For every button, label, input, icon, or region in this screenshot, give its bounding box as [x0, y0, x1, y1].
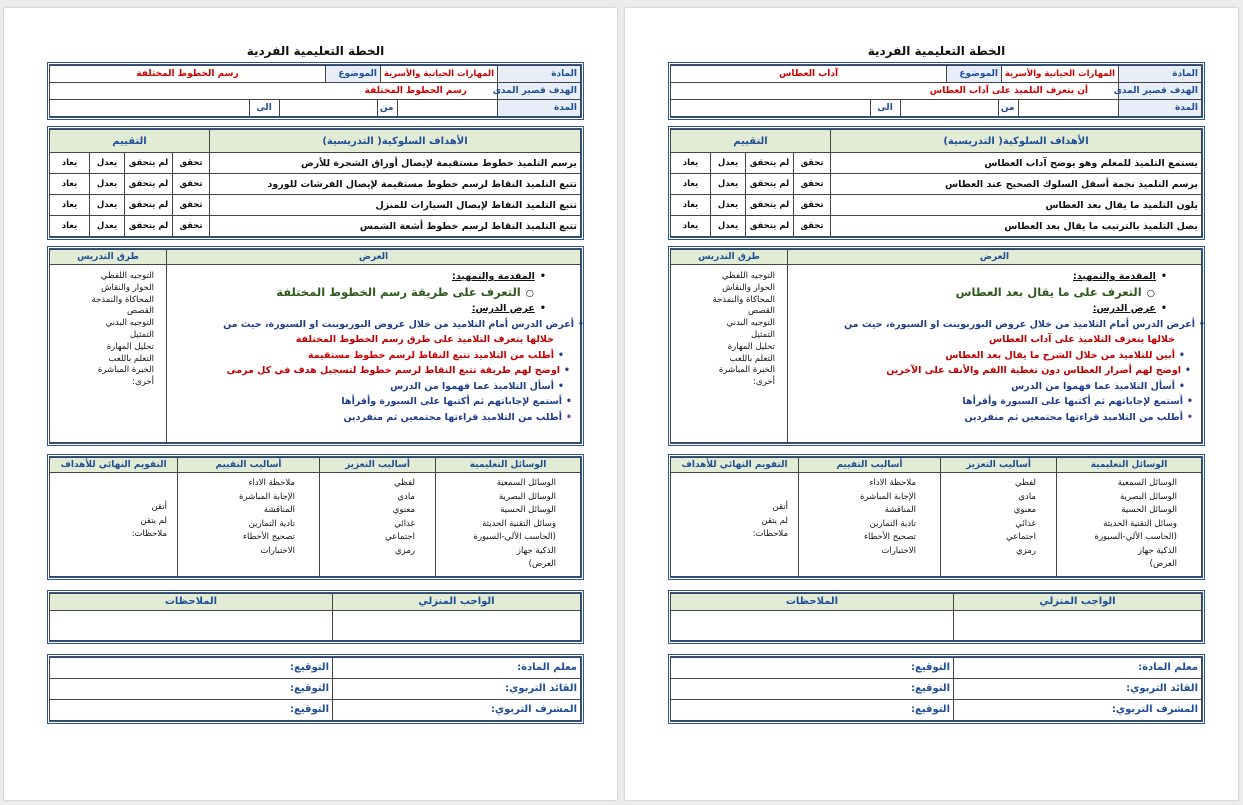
lesson-step: •اوضح لهم أضرار العطاس دون تغطية االفم والأنف على الآخرين [886, 365, 1191, 376]
reinforce-item: رمزي [394, 545, 415, 556]
assess-item: المناقشة [884, 505, 916, 515]
final-header: التقويم النهائي للأهداف [50, 458, 178, 473]
status-option[interactable]: تحقق [173, 195, 210, 216]
final-item: ملاحظات: [752, 529, 788, 539]
final-list [50, 473, 178, 577]
signature-field[interactable]: التوقيع: [671, 678, 954, 699]
assess-item: الاختبارات [881, 545, 916, 556]
assess-item: الإجابة المباشرة [860, 491, 916, 502]
assess-item: تادية التمارين [869, 518, 916, 529]
signature-field[interactable]: التوقيع: [50, 657, 333, 678]
tool-item: (الحاسب الألي-السبورة [1094, 532, 1177, 542]
status-option[interactable]: لم يتحقق [125, 216, 173, 237]
status-option[interactable]: تحقق [794, 153, 831, 174]
homework-field[interactable] [333, 610, 581, 640]
presentation-body: •المقدمة والتمهيد: ○التعرف على ما يقال بعد العطاس •عرض الدرس: •أعرض الدرس أمام التلاميذ من خلال عروض البوربوينت او السبورة، حيث من خلالها يتعرف التلاميذ على آداب العطاس •أبين للتلاميذ من خلال الشرح ما يقال بعد العطاس •اوضح لهم أضرار العطاس دون تغطية االفم والأنف على الآخرين •أسأل التلاميذ عما فهموا من الدرس •أستمع لإجاباتهم ثم أكتبها على السبورة وأقرأها •أطلب من التلاميذ قراءتها مجتمعين ثم منفردين [788, 265, 1202, 443]
signature-field[interactable]: التوقيع: [50, 678, 333, 699]
intro-text: التعرف على ما يقال بعد العطاس [955, 284, 1142, 299]
intro-label: المقدمة والتمهيد: [452, 271, 535, 282]
reinforce-item: لفظي [394, 478, 415, 488]
objective-text: يستمع التلميذ للمعلم وهو يوضح آداب العطاس [831, 153, 1202, 174]
teaching-method: التوجيه البدني [726, 318, 775, 329]
duration-label: المدة [1119, 100, 1202, 117]
lesson-step-text: خلالها يتعرف التلاميذ على آداب العطاس [989, 334, 1175, 345]
final-item: ملاحظات: [131, 529, 167, 539]
lesson-step: •أستمع لإجاباتهم ثم أكتبها على السبورة وأقرأها [341, 396, 572, 407]
assess-header: أساليب التقييم [178, 458, 320, 473]
lesson-label: عرض الدرس: [471, 303, 535, 314]
goal-value: رسم الخطوط المختلفة [50, 83, 498, 100]
teaching-method: التوجيه اللفظي [100, 271, 154, 281]
tool-item: الوسائل البصرية [498, 491, 556, 502]
teaching-method: التعلم باللعب [108, 353, 154, 364]
reinforce-item: معنوي [1013, 505, 1036, 515]
from-label: من [377, 100, 397, 116]
assess-item: تادية التمارين [248, 518, 295, 529]
duration-row [50, 100, 498, 117]
duration-label: المدة [498, 100, 581, 117]
methods-header: طرق التدريس [671, 250, 788, 265]
tool-item: الوسائل الحسية [500, 505, 556, 515]
status-option[interactable]: يعدل [90, 195, 125, 216]
topic-value: رسم الخطوط المختلفة [50, 66, 326, 83]
lesson-step: •أطلب من التلاميذ قراءتها مجتمعين ثم منفردين [964, 411, 1193, 423]
signature-row [50, 657, 581, 678]
status-option[interactable]: يعاد [670, 153, 710, 174]
signature-role: معلم المادة: [954, 657, 1202, 678]
lesson-label: عرض الدرس: [1092, 303, 1156, 314]
lesson-step-text: أطلب من التلاميذ تتبع النقاط لرسم خطوط مستقيمة [307, 349, 554, 361]
tool-item: (الحاسب الألي-السبورة [473, 532, 556, 542]
tool-item: العرض) [1149, 559, 1177, 569]
final-item: لم يتقن [761, 515, 788, 526]
assess-item: الاختبارات [260, 545, 295, 556]
info-block [668, 62, 1205, 120]
teaching-method: التمثيل [751, 329, 775, 340]
status-option[interactable]: لم يتحقق [746, 153, 794, 174]
methods-list [671, 265, 788, 443]
signature-role: القائد التربوي: [954, 678, 1202, 699]
goal-label: الهدف قصير المدى [498, 83, 581, 100]
teaching-method: الحوار والنقاش [101, 282, 154, 293]
objective-row [49, 195, 580, 216]
teaching-method: الحوار والنقاش [722, 282, 775, 293]
teaching-method: الخبرة المباشرة [97, 365, 154, 376]
teaching-method: التوجيه اللفظي [721, 271, 775, 281]
reinforce-item: اجتماعي [1006, 532, 1036, 542]
lesson-step: •أعرض الدرس أمام التلاميذ من خلال عروض البوربوينت او السبورة، حيث من [223, 318, 584, 330]
status-option[interactable]: يعدل [90, 216, 125, 237]
lesson-step-text: أسأل التلاميذ عما فهموا من الدرس [1011, 380, 1175, 392]
reinforce-header: أساليب التعزيز [320, 458, 436, 473]
homework-header: الواجب المنزلي [954, 593, 1202, 610]
signature-row [671, 678, 1202, 699]
status-option[interactable]: يعاد [670, 216, 710, 237]
status-option[interactable]: تحقق [794, 195, 831, 216]
homework-header: الواجب المنزلي [333, 593, 581, 610]
signature-role: المشرف التربوي: [333, 699, 581, 720]
homework-block [47, 590, 584, 644]
lesson-step-text: اوضح لهم أضرار العطاس دون تغطية االفم والأنف على الآخرين [886, 365, 1181, 376]
final-header: التقويم النهائي للأهداف [671, 458, 799, 473]
reinforce-item: مادي [1018, 491, 1036, 502]
to-label: الى [870, 100, 900, 116]
reinforce-item: غذائي [1015, 518, 1036, 529]
status-option[interactable]: يعدل [711, 153, 746, 174]
tool-item: وسائل التقنية الحديثة [482, 518, 556, 529]
assess-item: تصحيح الأخطاء [863, 532, 916, 542]
status-option[interactable]: يعدل [711, 195, 746, 216]
from-label: من [998, 100, 1018, 116]
presentation-block [47, 246, 584, 446]
tool-item: وسائل التقنية الحديثة [1103, 518, 1177, 529]
lesson-step-text: أستمع لإجاباتهم ثم أكتبها على السبورة وأقرأها [341, 396, 562, 407]
status-option[interactable]: يعدل [90, 174, 125, 195]
objectives-block [668, 126, 1205, 240]
tools-header: الوسائل التعليمية [1057, 458, 1202, 473]
signature-block [47, 654, 584, 724]
final-item: أتقن [772, 502, 788, 512]
objective-row [49, 174, 580, 195]
topic-value: آداب العطاس [671, 66, 947, 83]
lesson-step: •أسأل التلاميذ عما فهموا من الدرس [390, 380, 564, 392]
teaching-method: التمثيل [130, 329, 154, 340]
status-option[interactable]: لم يتحقق [125, 195, 173, 216]
status-option[interactable]: لم يتحقق [125, 174, 173, 195]
final-item: لم يتقن [140, 515, 167, 526]
status-option[interactable]: يعدل [711, 174, 746, 195]
plan-page-2 [625, 8, 1238, 800]
resources-block [47, 454, 584, 580]
presentation-header: العرض [167, 250, 581, 265]
assess-header: أساليب التقييم [799, 458, 941, 473]
lesson-step: •أستمع لإجاباتهم ثم أكتبها على السبورة وأقرأها [962, 396, 1193, 407]
objectives-header: الأهداف السلوكية( التدريسية) [831, 130, 1202, 153]
assess-item: ملاحظة الاداء [869, 478, 916, 488]
objective-row [49, 216, 580, 237]
presentation-header: العرض [788, 250, 1202, 265]
assess-list [799, 473, 941, 577]
signature-row [50, 699, 581, 720]
teaching-method: تحليل المهارة [727, 341, 775, 352]
reinforce-header: أساليب التعزيز [941, 458, 1057, 473]
status-option[interactable]: لم يتحقق [125, 153, 173, 174]
objective-text: يلون التلميذ ما يقال بعد العطاس [831, 195, 1202, 216]
status-option[interactable]: تحقق [794, 174, 831, 195]
reinforce-list [941, 473, 1057, 577]
intro-label: المقدمة والتمهيد: [1073, 271, 1156, 282]
lesson-step [794, 332, 1195, 348]
lesson-step: •أطلب من التلاميذ قراءتها مجتمعين ثم منفردين [343, 411, 572, 423]
lesson-step-text: أستمع لإجاباتهم ثم أكتبها على السبورة وأقرأها [962, 396, 1183, 407]
status-option[interactable]: يعاد [49, 174, 89, 195]
status-option[interactable]: تحقق [794, 216, 831, 237]
to-label: الى [249, 100, 279, 116]
objective-text: تتبع التلميذ النقاط لرسم خطوط أشعة الشمس [210, 216, 581, 237]
signature-role: المشرف التربوي: [954, 699, 1202, 720]
objective-text: تتبع التلميذ النقاط لإيصال السيارات للمنزل [210, 195, 581, 216]
status-option[interactable]: يعاد [49, 195, 89, 216]
lesson-step: •أطلب من التلاميذ تتبع النقاط لرسم خطوط مستقيمة [307, 349, 564, 361]
lesson-step-text: أسأل التلاميذ عما فهموا من الدرس [390, 380, 554, 392]
reinforce-item: معنوي [392, 505, 415, 515]
notes-field[interactable] [50, 610, 333, 640]
goal-value: أن يتعرف التلميذ على آداب العطاس [671, 83, 1119, 100]
signature-role: معلم المادة: [333, 657, 581, 678]
lesson-step [173, 332, 574, 348]
tool-item: الوسائل السمعية [1117, 478, 1177, 488]
subject-value: المهارات الحياتية والأسرية [1002, 66, 1119, 83]
signature-row [671, 699, 1202, 720]
assess-item: الإجابة المباشرة [239, 491, 295, 502]
evaluation-header: التقييم [670, 130, 830, 153]
lesson-step: •أبين للتلاميذ من خلال الشرح ما يقال بعد العطاس [945, 349, 1185, 361]
signature-field[interactable]: التوقيع: [671, 657, 954, 678]
tools-list [1057, 473, 1202, 577]
goal-label: الهدف قصير المدى [1119, 83, 1202, 100]
lesson-step-text: خلالها يتعرف التلاميذ على طرق رسم الخطوط المختلفة [295, 334, 554, 345]
tools-list [436, 473, 581, 577]
signature-row [50, 678, 581, 699]
assess-list [178, 473, 320, 577]
teaching-method: التوجيه البدني [105, 318, 154, 329]
homework-block [668, 590, 1205, 644]
teaching-method: الخبرة المباشرة [718, 365, 775, 376]
status-option[interactable]: يعدل [90, 153, 125, 174]
assess-item: ملاحظة الاداء [248, 478, 295, 488]
objective-text: يرسم التلميذ خطوط مستقيمة لإيصال أوراق الشجرة للأرض [210, 153, 581, 174]
info-block [47, 62, 584, 120]
homework-field[interactable] [954, 610, 1202, 640]
objective-row [49, 153, 580, 174]
teaching-method: المحاكاة والنمذجة [712, 294, 775, 305]
objective-row [670, 195, 1201, 216]
objective-text: يصل التلميذ بالترتيب ما يقال بعد العطاس [831, 216, 1202, 237]
teaching-method: أخرى: [132, 377, 154, 388]
notes-field[interactable] [671, 610, 954, 640]
teaching-method: القصص [747, 306, 775, 317]
presentation-body: •المقدمة والتمهيد: ○التعرف على طريقة رسم الخطوط المختلفة •عرض الدرس: •أعرض الدرس أمام التلاميذ من خلال عروض البوربوينت او السبورة، حيث من خلالها يتعرف التلاميذ على طرق رسم الخطوط المختلفة •أطلب من التلاميذ تتبع النقاط لرسم خطوط مستقيمة •اوضح لهم طريقة تتبع النقاط لرسم خطوط لتسجيل هدف في كل مرمى •أسأل التلاميذ عما فهموا من الدرس •أستمع لإجاباتهم ثم أكتبها على السبورة وأقرأها •أطلب من التلاميذ قراءتها مجتمعين ثم منفردين [167, 265, 581, 443]
signature-field[interactable]: التوقيع: [50, 699, 333, 720]
reinforce-item: مادي [397, 491, 415, 502]
topic-label: الموضوع [947, 66, 1002, 83]
lesson-step-text: أبين للتلاميذ من خلال الشرح ما يقال بعد العطاس [945, 349, 1175, 361]
plan-page-1 [4, 8, 617, 800]
lesson-step-text: اوضح لهم طريقة تتبع النقاط لرسم خطوط لتسجيل هدف في كل مرمى [226, 365, 560, 376]
status-option[interactable]: يعاد [670, 195, 710, 216]
notes-header: الملاحظات [50, 593, 333, 610]
status-option[interactable]: تحقق [173, 153, 210, 174]
lesson-step-text: أطلب من التلاميذ قراءتها مجتمعين ثم منفردين [964, 411, 1183, 423]
intro-text: التعرف على طريقة رسم الخطوط المختلفة [276, 284, 521, 299]
presentation-block [668, 246, 1205, 446]
teaching-method: أخرى: [753, 377, 775, 388]
tool-item: الوسائل الحسية [1121, 505, 1177, 515]
status-option[interactable]: يعاد [49, 153, 89, 174]
status-option[interactable]: لم يتحقق [746, 195, 794, 216]
assess-item: تصحيح الأخطاء [242, 532, 295, 542]
plan-title: الخطة التعليمية الفردية [867, 44, 1006, 58]
objectives-header: الأهداف السلوكية( التدريسية) [210, 130, 581, 153]
teaching-method: القصص [126, 306, 154, 317]
status-option[interactable]: يعاد [49, 216, 89, 237]
topic-label: الموضوع [326, 66, 381, 83]
resources-block [668, 454, 1205, 580]
signature-field[interactable]: التوقيع: [671, 699, 954, 720]
objective-row [670, 153, 1201, 174]
reinforce-item: غذائي [394, 518, 415, 529]
signature-role: القائد التربوي: [333, 678, 581, 699]
status-option[interactable]: لم يتحقق [746, 174, 794, 195]
lesson-step: •اوضح لهم طريقة تتبع النقاط لرسم خطوط لتسجيل هدف في كل مرمى [226, 365, 570, 376]
tool-item: الوسائل السمعية [496, 478, 556, 488]
methods-header: طرق التدريس [50, 250, 167, 265]
lesson-step: •أسأل التلاميذ عما فهموا من الدرس [1011, 380, 1185, 392]
evaluation-header: التقييم [49, 130, 209, 153]
tool-item: العرض) [528, 559, 556, 569]
tool-item: الوسائل البصرية [1119, 491, 1177, 502]
tools-header: الوسائل التعليمية [436, 458, 581, 473]
subject-value: المهارات الحياتية والأسرية [381, 66, 498, 83]
objective-row [670, 174, 1201, 195]
tool-item: الذكية جهاز [516, 545, 556, 556]
tool-item: الذكية جهاز [1137, 545, 1177, 556]
status-option[interactable]: لم يتحقق [746, 216, 794, 237]
status-option[interactable]: يعاد [670, 174, 710, 195]
subject-label: المادة [1119, 66, 1202, 83]
lesson-step: •أعرض الدرس أمام التلاميذ من خلال عروض البوربوينت او السبورة، حيث من [844, 318, 1205, 330]
teaching-method: التعلم باللعب [729, 353, 775, 364]
duration-row [671, 100, 1119, 117]
objective-row [670, 216, 1201, 237]
reinforce-item: رمزي [1015, 545, 1036, 556]
lesson-step-text: أعرض الدرس أمام التلاميذ من خلال عروض البوربوينت او السبورة، حيث من [844, 318, 1195, 330]
signature-row [671, 657, 1202, 678]
reinforce-item: اجتماعي [385, 532, 415, 542]
status-option[interactable]: تحقق [173, 174, 210, 195]
assess-item: المناقشة [263, 505, 295, 515]
subject-label: المادة [498, 66, 581, 83]
plan-title: الخطة التعليمية الفردية [246, 44, 385, 58]
objective-text: يرسم التلميذ نجمة أسفل السلوك الصحيح عند العطاس [831, 174, 1202, 195]
objectives-block [47, 126, 584, 240]
reinforce-list [320, 473, 436, 577]
signature-block [668, 654, 1205, 724]
status-option[interactable]: يعدل [711, 216, 746, 237]
teaching-method: المحاكاة والنمذجة [91, 294, 154, 305]
methods-list [50, 265, 167, 443]
objective-text: تتبع التلميذ النقاط لرسم خطوط مستقيمة لإيصال الفرشات للورود [210, 174, 581, 195]
final-list [671, 473, 799, 577]
status-option[interactable]: تحقق [173, 216, 210, 237]
teaching-method: تحليل المهارة [106, 341, 154, 352]
final-item: أتقن [151, 502, 167, 512]
reinforce-item: لفظي [1015, 478, 1036, 488]
lesson-step-text: أعرض الدرس أمام التلاميذ من خلال عروض البوربوينت او السبورة، حيث من [223, 318, 574, 330]
lesson-step-text: أطلب من التلاميذ قراءتها مجتمعين ثم منفردين [343, 411, 562, 423]
notes-header: الملاحظات [671, 593, 954, 610]
